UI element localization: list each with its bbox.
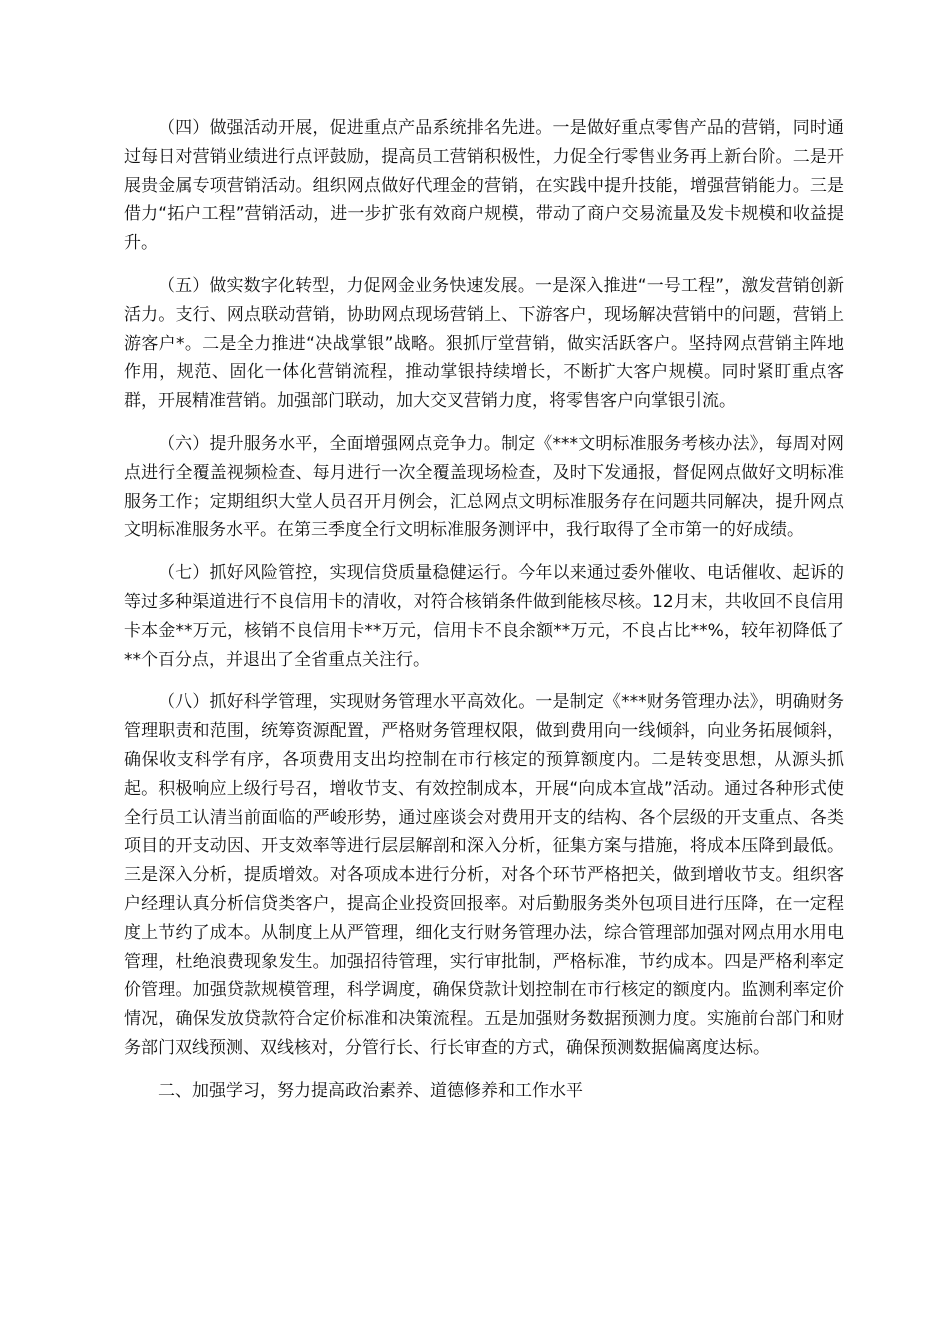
paragraph-section-4: （四）做强活动开展，促进重点产品系统排名先进。一是做好重点零售产品的营销，同时通过每日对营销业绩进行点评鼓励，提高员工营销积极性，力促全行零售业务再上新台阶。二是开展贵金属专项营销活动。组织网点做好代理金的营销，在实践中提升技能，增强营销能力。三是借力“拓户工程”营销活动，进一步扩张有效商户规模，带动了商户交易流量及发卡规模和收益提升。 (124, 118, 844, 254)
paragraph-section-7: （七）抓好风险管控，实现信贷质量稳健运行。今年以来通过委外催收、电话催收、起诉的等过多种渠道进行不良信用卡的清收，对符合核销条件做到能核尽核。12月末，共收回不良信用卡本金**万元，核销不良信用卡**万元，信用卡不良余额**万元，不良占比**%，较年初降低了**个百分点，并退出了全省重点关注行。 (124, 563, 844, 670)
document-body (124, 114, 844, 1106)
paragraph-section-5: （五）做实数字化转型，力促网金业务快速发展。一是深入推进“一号工程”，激发营销创新活力。支行、网点联动营销，协助网点现场营销上、下游客户，现场解决营销中的问题，营销上游客户*。二是全力推进“决战掌银”战略。狠抓厅堂营销，做实活跃客户。坚持网点营销主阵地作用，规范、固化一体化营销流程，推动掌银持续增长，不断扩大客户规模。同时紧盯重点客群，开展精准营销。加强部门联动，加大交叉营销力度，将零售客户向掌银引流。 (124, 275, 844, 412)
section-heading: 二、加强学习，努力提高政治素养、道德修养和工作水平 (158, 1080, 583, 1101)
paragraph-section-8: （八）抓好科学管理，实现财务管理水平高效化。一是制定《***财务管理办法》，明确财务管理职责和范围，统筹资源配置，严格财务管理权限，做到费用向一线倾斜，向业务拓展倾斜，确保收支科学有序，各项费用支出均控制在市行核定的预算额度内。二是转变思想，从源头抓起。积极响应上级行号召，增收节支、有效控制成本，开展“向成本宣战”活动。通过各种形式使全行员工认清当前面临的严峻形势，通过座谈会对费用开支的结构、各个层级的开支重点、各类项目的开支动因、开支效率等进行层层解剖和深入分析，征集方案与措施，将成本压降到最低。三是深入分析，提质增效。对各项成本进行分析，对各个环节严格把关，做到增收节支。组织客户经理认真分析信贷类客户，提高企业投资回报率。对后勤服务类外包项目进行压降，在一定程度上节约了成本。从制度上从严管理，细化支行财务管理办法，综合管理部加强对网点用水用电管理，杜绝浪费现象发生。加强招待管理，实行审批制，严格标准，节约成本。四是严格利率定价管理。加强贷款规模管理，科学调度，确保贷款计划控制在市行核定的额度内。监测利率定价情况，确保发放贷款符合定价标准和决策流程。五是加强财务数据预测力度。实施前台部门和财务部门双线预测、双线核对，分管行长、行长审查的方式，确保预测数据偏离度达标。 (124, 692, 844, 1058)
paragraph-section-6: （六）提升服务水平，全面增强网点竞争力。制定《***文明标准服务考核办法》，每周对网点进行全覆盖视频检查、每月进行一次全覆盖现场检查，及时下发通报，督促网点做好文明标准服务工作；定期组织大堂人员召开月例会，汇总网点文明标准服务存在问题共同解决，提升网点文明标准服务水平。在第三季度全行文明标准服务测评中，我行取得了全市第一的好成绩。 (124, 433, 844, 541)
